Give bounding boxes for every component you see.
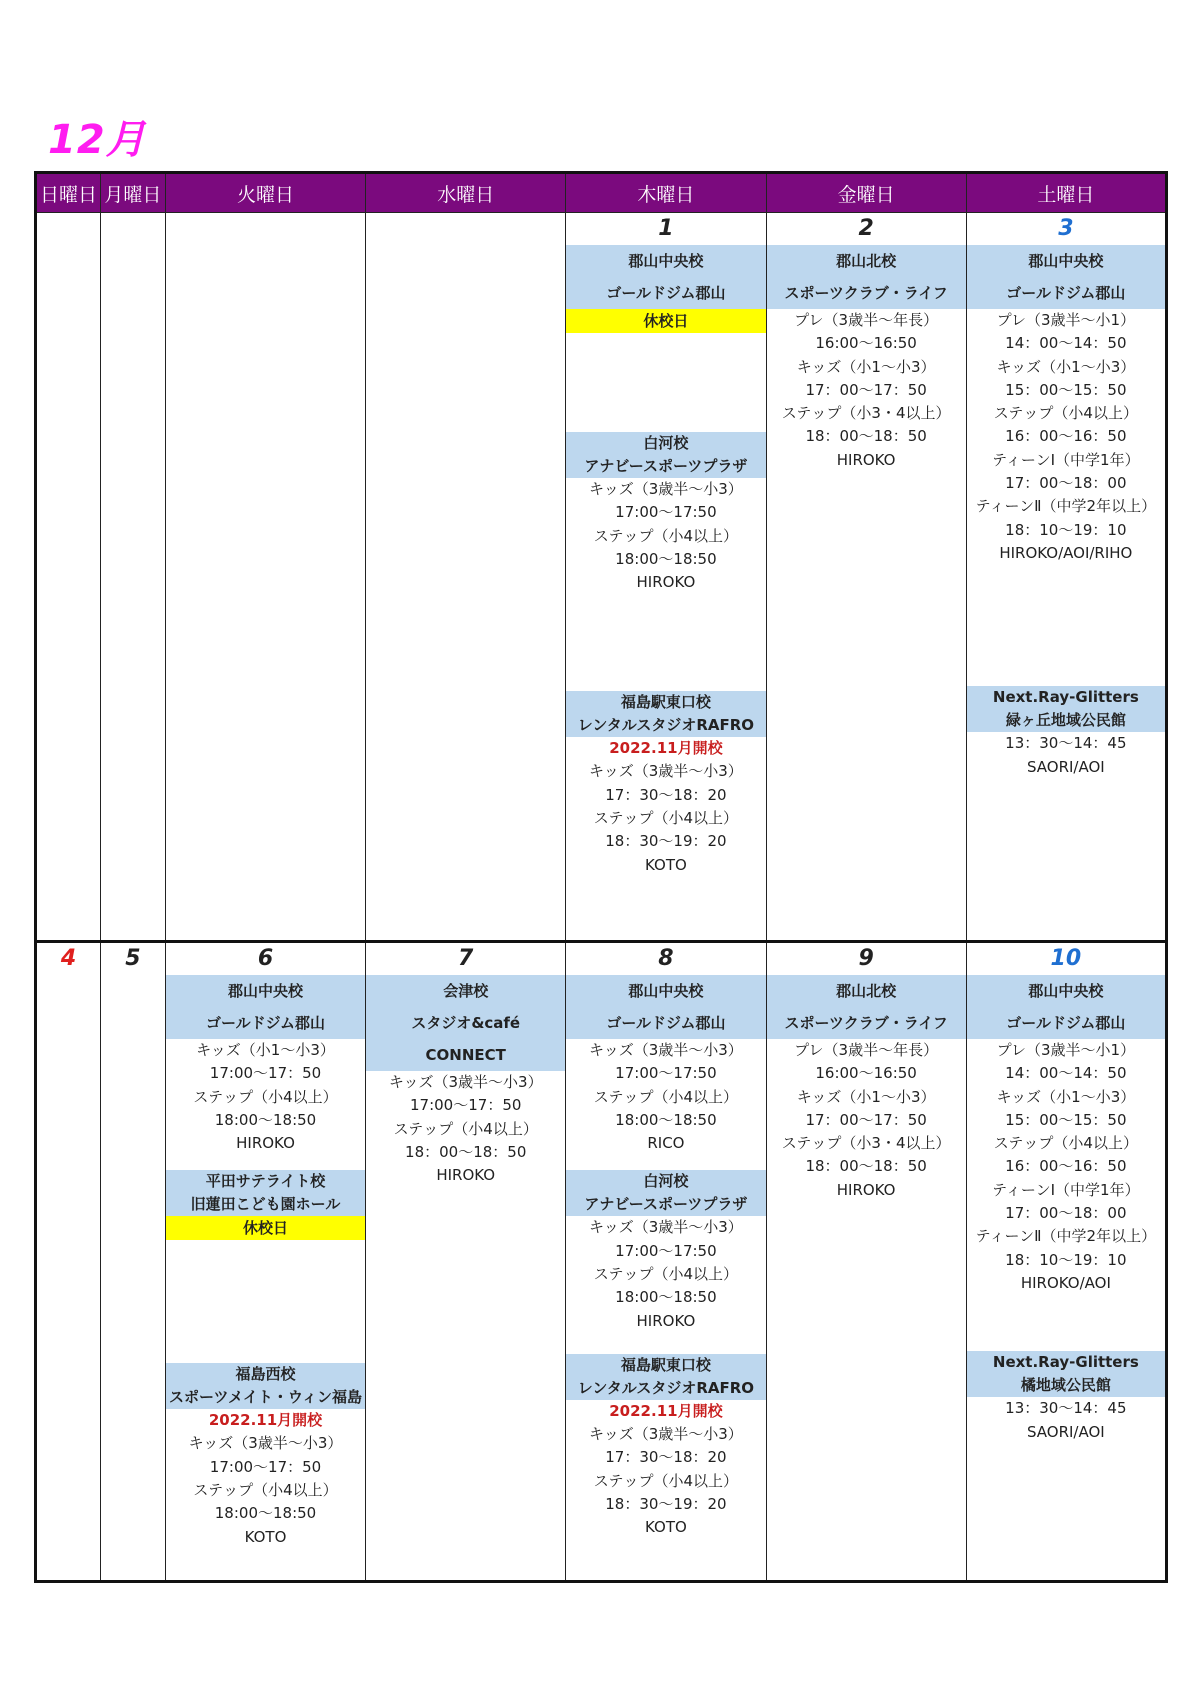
- venue-name: スポーツクラブ・ライフ: [767, 1007, 966, 1039]
- opening-note: 2022.11月開校: [208, 1411, 323, 1430]
- weekday-wed: 水曜日: [366, 173, 566, 213]
- class-block: [967, 245, 1165, 565]
- venue-name: ゴールドジム郡山: [566, 277, 765, 309]
- schedule-line: キッズ（3歳半〜小3）: [589, 480, 743, 498]
- schedule-line: 17:00〜17：50: [209, 1457, 322, 1476]
- schedule-line: キッズ（3歳半〜小3）: [589, 1041, 743, 1059]
- venue-name: スタジオ&café CONNECT: [366, 1007, 565, 1071]
- day-number: 7: [458, 946, 474, 971]
- venue-name: ゴールドジム郡山: [967, 277, 1165, 309]
- class-block: [166, 1170, 365, 1240]
- schedule-line: 17：00〜17：50: [805, 1110, 927, 1129]
- schedule-line: ステップ（小4以上）: [593, 526, 739, 545]
- schedule-line: ステップ（小3・4以上）: [781, 404, 951, 423]
- schedule-line: 18：00〜18：50: [805, 427, 927, 446]
- weekday-tue: 火曜日: [165, 173, 365, 213]
- instructor-name: HIROKO/AOI/RIHO: [999, 543, 1133, 562]
- instructor-name: KOTO: [645, 855, 687, 874]
- schedule-line: 18：10〜19：10: [1005, 520, 1127, 539]
- schedule-line: ステップ（小3・4以上）: [781, 1134, 951, 1153]
- week-row-1: [36, 213, 1167, 942]
- instructor-name: HIROKO/AOI: [1020, 1273, 1111, 1292]
- schedule-line: 17：00〜18：00: [1005, 474, 1127, 493]
- day-cell-7: [366, 942, 566, 1582]
- weekday-thu: 木曜日: [566, 173, 766, 213]
- instructor-name: HIROKO: [636, 573, 696, 592]
- class-block: [967, 1351, 1165, 1444]
- instructor-name: HIROKO: [836, 1180, 896, 1199]
- schedule-line: 18:00〜18:50: [214, 1504, 317, 1523]
- day-number: 3: [1058, 216, 1074, 241]
- instructor-name: KOTO: [244, 1527, 287, 1546]
- class-block: [566, 1354, 765, 1539]
- schedule-line: 18：10〜19：10: [1005, 1250, 1127, 1269]
- class-block: [566, 691, 765, 876]
- school-name: 郡山中央校: [166, 975, 365, 1007]
- closed-label: 休校日: [566, 309, 765, 333]
- day-cell-10: [966, 942, 1166, 1582]
- schedule-line: 17:00〜17:50: [615, 1241, 717, 1260]
- schedule-line: ステップ（小4以上）: [593, 809, 739, 828]
- venue-name: 旧蓮田こども園ホール: [166, 1193, 365, 1216]
- schedule-line: ステップ（小4以上）: [593, 1087, 739, 1106]
- schedule-line: ティーンⅡ（中学2年以上）: [975, 1227, 1157, 1246]
- school-name: Next.Ray-Glitters: [967, 1351, 1165, 1374]
- school-name: 会津校: [366, 975, 565, 1007]
- day-cell-9: [766, 942, 966, 1582]
- schedule-line: キッズ（小1〜小3）: [996, 1087, 1136, 1106]
- school-name: 郡山北校: [767, 245, 966, 277]
- schedule-line: 16:00〜16:50: [815, 1064, 917, 1083]
- schedule-line: 18:00〜18:50: [615, 549, 717, 568]
- schedule-line: 17:00〜17:50: [615, 503, 717, 522]
- class-block: [767, 975, 966, 1202]
- schedule-line: 14：00〜14：50: [1005, 1064, 1127, 1083]
- venue-name: レンタルスタジオRAFRO: [566, 1377, 765, 1400]
- schedule-line: ステップ（小4以上）: [593, 1471, 739, 1490]
- instructor-name: SAORI/AOI: [1026, 1422, 1105, 1441]
- day-number: 9: [858, 946, 874, 971]
- opening-note: 2022.11月開校: [609, 739, 723, 758]
- venue-name: ゴールドジム郡山: [566, 1007, 765, 1039]
- instructor-name: SAORI/AOI: [1026, 757, 1105, 776]
- schedule-line: ステップ（小4以上）: [393, 1119, 538, 1138]
- schedule-line: キッズ（小1〜小3）: [796, 357, 936, 376]
- venue-name: アナビースポーツプラザ: [566, 455, 765, 478]
- weekday-fri: 金曜日: [766, 173, 966, 213]
- class-block: [566, 245, 765, 333]
- day-number: 8: [658, 946, 674, 971]
- venue-name: アナビースポーツプラザ: [566, 1193, 765, 1216]
- school-name: 福島西校: [166, 1363, 365, 1386]
- school-name: 郡山中央校: [967, 245, 1165, 277]
- schedule-line: ステップ（小4以上）: [193, 1481, 338, 1500]
- schedule-line: 17：00〜17：50: [805, 380, 927, 399]
- schedule-line: キッズ（3歳半〜小3）: [388, 1073, 543, 1091]
- instructor-name: HIROKO: [236, 1134, 295, 1153]
- instructor-name: HIROKO: [836, 450, 896, 469]
- week-row-2: [36, 942, 1167, 1582]
- class-block: [566, 1170, 765, 1332]
- instructor-name: HIROKO: [636, 1311, 696, 1330]
- day-cell-5: [100, 942, 165, 1582]
- class-block: [166, 1363, 365, 1548]
- schedule-line: ティーンⅡ（中学2年以上）: [975, 497, 1157, 516]
- venue-name: ゴールドジム郡山: [166, 1007, 365, 1039]
- schedule-line: 13：30〜14：45: [1005, 1399, 1127, 1418]
- schedule-line: ティーンⅠ（中学1年）: [992, 1180, 1140, 1199]
- day-cell-empty: [36, 213, 101, 942]
- instructor-name: HIROKO: [436, 1166, 496, 1185]
- day-cell-empty: [165, 213, 365, 942]
- schedule-line: ステップ（小4以上）: [593, 1265, 739, 1284]
- schedule-line: 14：00〜14：50: [1005, 334, 1127, 353]
- venue-name: 橘地域公民館: [967, 1374, 1165, 1397]
- school-name: 福島駅東口校: [566, 691, 765, 714]
- class-block: [967, 975, 1165, 1295]
- schedule-line: 16：00〜16：50: [1005, 427, 1127, 446]
- schedule-line: 18：00〜18：50: [805, 1157, 927, 1176]
- school-name: 郡山北校: [767, 975, 966, 1007]
- day-number: 5: [125, 946, 141, 971]
- schedule-line: 17：00〜18：00: [1005, 1204, 1127, 1223]
- closed-label: 休校日: [166, 1216, 365, 1240]
- day-number: 4: [60, 946, 77, 971]
- schedule-line: プレ（3歳半〜年長）: [794, 1041, 939, 1059]
- schedule-line: ステップ（小4以上）: [193, 1087, 338, 1106]
- schedule-line: プレ（3歳半〜小1）: [996, 1041, 1136, 1059]
- day-number: 1: [658, 216, 674, 241]
- schedule-line: 15：00〜15：50: [1005, 380, 1127, 399]
- schedule-line: 18:00〜18:50: [615, 1288, 717, 1307]
- schedule-line: プレ（3歳半〜小1）: [996, 311, 1136, 329]
- schedule-line: 17：30〜18：20: [605, 785, 727, 804]
- weekday-sat: 土曜日: [966, 173, 1166, 213]
- class-block: [767, 245, 966, 472]
- day-number: 2: [858, 216, 874, 241]
- day-cell-2: [766, 213, 966, 942]
- instructor-name: RICO: [647, 1134, 685, 1153]
- class-block: [566, 975, 765, 1155]
- school-name: 平田サテライト校: [166, 1170, 365, 1193]
- schedule-line: キッズ（小1〜小3）: [796, 1087, 936, 1106]
- schedule-line: 13：30〜14：45: [1005, 734, 1127, 753]
- venue-name: スポーツクラブ・ライフ: [767, 277, 966, 309]
- venue-name: レンタルスタジオRAFRO: [566, 714, 765, 737]
- schedule-line: 17:00〜17:50: [615, 1064, 717, 1083]
- schedule-line: 17：30〜18：20: [605, 1448, 727, 1467]
- class-block: [366, 975, 565, 1187]
- day-cell-empty: [366, 213, 566, 942]
- day-cell-8: [566, 942, 766, 1582]
- schedule-line: キッズ（小1〜小3）: [196, 1041, 335, 1059]
- schedule-line: 18:00〜18:50: [214, 1110, 317, 1129]
- schedule-line: キッズ（3歳半〜小3）: [188, 1434, 343, 1453]
- schedule-line: 18:00〜18:50: [615, 1110, 717, 1129]
- school-name: 福島駅東口校: [566, 1354, 765, 1377]
- schedule-calendar: [34, 171, 1168, 1583]
- school-name: 郡山中央校: [566, 245, 765, 277]
- schedule-line: 17:00〜17：50: [209, 1064, 322, 1083]
- class-block: [967, 686, 1165, 779]
- schedule-line: 15：00〜15：50: [1005, 1110, 1127, 1129]
- venue-name: ゴールドジム郡山: [967, 1007, 1165, 1039]
- schedule-line: 18：30〜19：20: [605, 1494, 727, 1513]
- school-name: Next.Ray-Glitters: [967, 686, 1165, 709]
- day-cell-6: [165, 942, 365, 1582]
- school-name: 白河校: [566, 1170, 765, 1193]
- day-number: 10: [1050, 946, 1082, 971]
- venue-name: スポーツメイト・ウィン福島: [166, 1386, 365, 1409]
- schedule-line: 16：00〜16：50: [1005, 1157, 1127, 1176]
- day-cell-empty: [100, 213, 165, 942]
- day-number: 6: [257, 946, 274, 971]
- class-block: [166, 975, 365, 1155]
- day-cell-4: [36, 942, 101, 1582]
- class-block: [566, 432, 765, 594]
- schedule-line: ステップ（小4以上）: [993, 404, 1138, 423]
- weekday-mon: 月曜日: [100, 173, 165, 213]
- instructor-name: KOTO: [645, 1518, 687, 1537]
- schedule-line: キッズ（3歳半〜小3）: [589, 1424, 743, 1443]
- schedule-line: 18：00〜18：50: [405, 1142, 527, 1161]
- schedule-line: キッズ（小1〜小3）: [996, 357, 1136, 376]
- school-name: 郡山中央校: [566, 975, 765, 1007]
- weekday-header-row: [36, 173, 1167, 213]
- school-name: 白河校: [566, 432, 765, 455]
- schedule-line: キッズ（3歳半〜小3）: [589, 762, 743, 781]
- day-cell-1: [566, 213, 766, 942]
- schedule-line: ステップ（小4以上）: [993, 1134, 1138, 1153]
- schedule-line: 16:00〜16:50: [815, 334, 917, 353]
- month-title: 12月: [48, 117, 147, 163]
- school-name: 郡山中央校: [967, 975, 1165, 1007]
- schedule-line: 18：30〜19：20: [605, 832, 727, 851]
- schedule-line: プレ（3歳半〜年長）: [794, 311, 939, 329]
- weekday-sun: 日曜日: [36, 173, 101, 213]
- schedule-line: ティーンⅠ（中学1年）: [992, 450, 1140, 469]
- schedule-line: キッズ（3歳半〜小3）: [589, 1218, 743, 1237]
- schedule-line: 17:00〜17：50: [410, 1096, 522, 1115]
- opening-note: 2022.11月開校: [609, 1401, 723, 1420]
- day-cell-3: [966, 213, 1166, 942]
- venue-name: 緑ヶ丘地域公民館: [967, 709, 1165, 732]
